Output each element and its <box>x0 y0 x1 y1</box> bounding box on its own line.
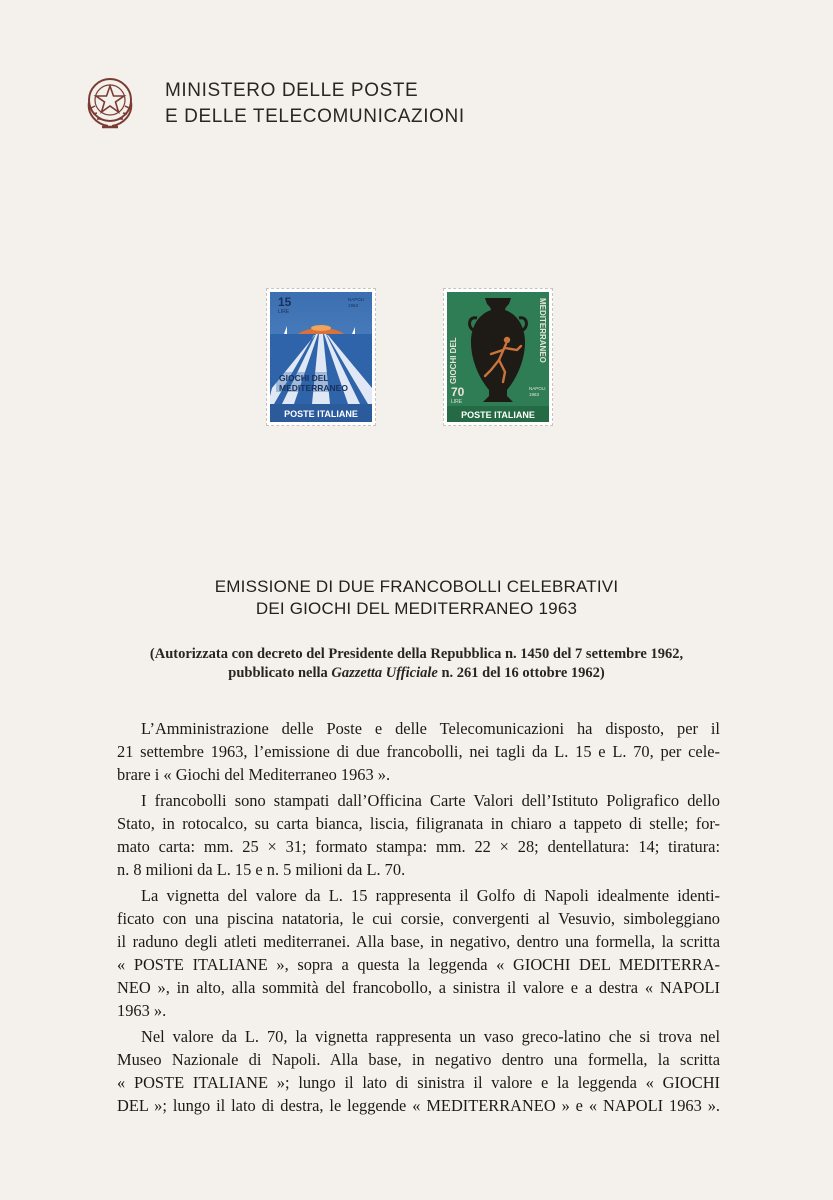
authorization-note <box>0 645 833 683</box>
stamp-70-country: POSTE ITALIANE <box>461 410 535 420</box>
authorization-line-2-a: pubblicato nella <box>228 665 332 681</box>
stamp-15-country: POSTE ITALIANE <box>284 409 358 419</box>
gazzetta-ufficiale: Gazzetta Ufficiale <box>331 665 438 681</box>
paragraph-line: brare i « Giochi del Mediterraneo 1963 ». <box>117 765 391 784</box>
paragraph-line: il raduno degli atleti mediterranei. Alla base, in negativo, dentro una formella, la scritta <box>117 932 720 951</box>
stamp-70-value: 70 <box>451 385 465 399</box>
paragraph-line: L’Amministrazione delle Poste e delle Telecomunicazioni ha disposto, per il <box>141 719 720 738</box>
stamp-15-legend-1: GIOCHI DEL <box>279 373 329 383</box>
stamp-15-currency: LIRE <box>278 309 290 315</box>
paragraph-line: 21 settembre 1963, l’emissione di due francobolli, nei tagli da L. 15 e L. 70, per cele- <box>117 742 720 761</box>
paragraph-line: Nel valore da L. 70, la vignetta rappresenta un vaso greco-latino che si trova nel <box>141 1027 720 1046</box>
paragraph-line: 1963 ». <box>117 1001 167 1020</box>
stamp-70-lire <box>443 288 553 426</box>
paragraph-line: ficato con una piscina natatoria, le cui corsie, convergenti al Vesuvio, simboleggiano <box>117 909 720 928</box>
stamp-15-lire <box>266 288 376 426</box>
ministry-heading <box>165 78 465 130</box>
issue-title-line-2: DEI GIOCHI DEL MEDITERRANEO 1963 <box>255 599 578 618</box>
paragraph-line: « POSTE ITALIANE », sopra a questa la leggenda « GIOCHI DEL MEDITERRA- <box>117 955 720 974</box>
stamp-70-legend-left: GIOCHI DEL <box>449 337 458 384</box>
stamp-15-legend-2: MEDITERRANEO <box>279 383 348 393</box>
paragraph-4 <box>117 1025 720 1117</box>
paragraph-line: « POSTE ITALIANE »; lungo il lato di sinistra il valore e la leggenda « GIOCHI <box>117 1073 720 1092</box>
stamp-70-currency: LIRE <box>451 399 463 405</box>
ministry-line-2: E DELLE TELECOMUNICAZIONI <box>165 106 465 127</box>
paragraph-1 <box>117 717 720 786</box>
paragraph-line: Stato, in rotocalco, su carta bianca, liscia, filigranata in chiaro a tappeto di stelle; for- <box>117 814 720 833</box>
stamp-15-year: 1963 <box>348 303 359 308</box>
stamp-70-year: 1963 <box>529 392 540 397</box>
stamp-70-artwork <box>447 292 549 422</box>
paragraph-line: I francobolli sono stampati dall’Officina Carte Valori dell’Istituto Poligrafico dello <box>141 791 720 810</box>
paragraph-2 <box>117 789 720 881</box>
stamp-70-city: NAPOLI <box>529 386 546 391</box>
body-text <box>117 717 720 1120</box>
italian-republic-emblem-icon <box>82 72 138 132</box>
issue-title-line-1: EMISSIONE DI DUE FRANCOBOLLI CELEBRATIVI <box>214 577 619 596</box>
stamp-70-legend-right: MEDITERRANEO <box>538 298 547 363</box>
paragraph-3 <box>117 884 720 1022</box>
authorization-line-2 <box>0 664 833 683</box>
ministry-line-1: MINISTERO DELLE POSTE <box>165 80 419 101</box>
paragraph-line: n. 8 milioni da L. 15 e n. 5 milioni da L. 70. <box>117 860 406 879</box>
stamp-15-value: 15 <box>278 295 292 309</box>
authorization-line-2-b: n. 261 del 16 ottobre 1962) <box>437 665 605 681</box>
stamp-15-city: NAPOLI <box>348 297 365 302</box>
authorization-line-1: (Autorizzata con decreto del Presidente della Repubblica n. 1450 del 7 settembre 1962, <box>149 646 684 662</box>
paragraph-line: NEO », in alto, alla sommità del francobollo, a sinistra il valore e a destra « NAPOLI <box>117 978 720 997</box>
paragraph-line: mato carta: mm. 25 × 31; formato stampa: mm. 22 × 28; dentellatura: 14; tiratura: <box>117 837 720 856</box>
paragraph-line: Museo Nazionale di Napoli. Alla base, in negativo dentro una formella, la scritta <box>117 1050 720 1069</box>
paragraph-line: DEL »; lungo il lato di destra, le leggende « MEDITERRANEO » e « NAPOLI 1963 ». <box>117 1096 720 1115</box>
issue-title <box>0 576 833 620</box>
stamp-15-artwork <box>270 292 372 422</box>
paragraph-line: La vignetta del valore da L. 15 rappresenta il Golfo di Napoli idealmente identi- <box>141 886 720 905</box>
